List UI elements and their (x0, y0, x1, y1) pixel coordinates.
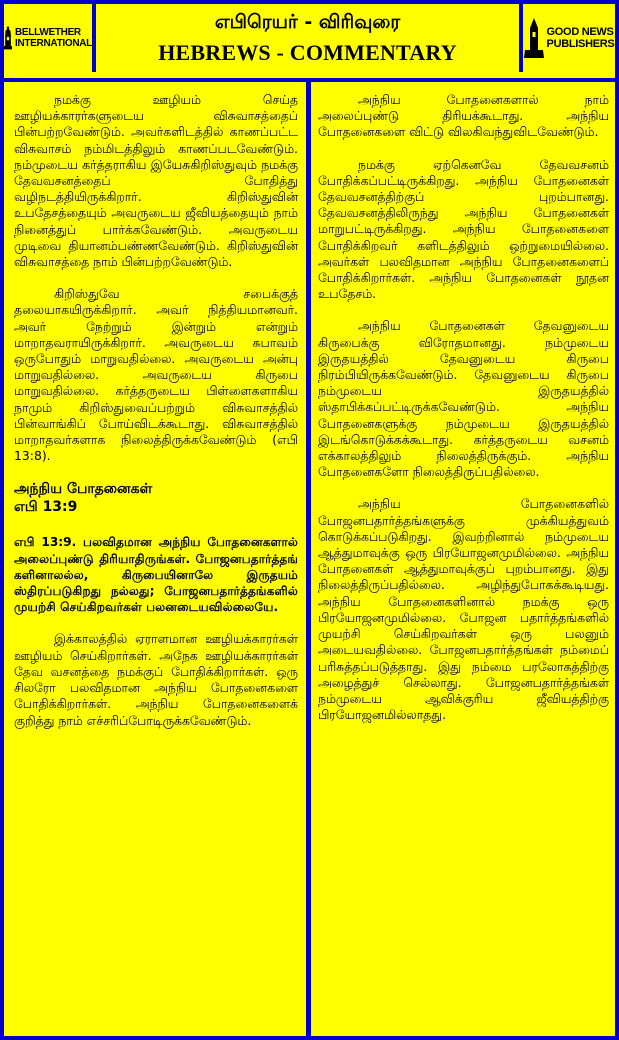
tower-icon (524, 18, 544, 58)
logo-right-line1: GOOD NEWS (546, 26, 614, 38)
right-column (318, 92, 609, 739)
page-title-tamil: எபிரெயர் - விரிவுரை (214, 10, 401, 33)
logo-right-line2: PUBLISHERS (546, 38, 615, 50)
paragraph: அந்நிய போதனைகளால் நாம் அலைப்புண்டு திரியக்கூடாது. அந்நிய போதனைகளை விட்டு விலகிவந்துவிடவேண்டும். (318, 92, 609, 140)
section-heading-reference: எபி 13:9 (14, 499, 78, 516)
header (4, 4, 615, 76)
paragraph: நமக்கு ஊழியம் செய்த ஊழியக்காரர்களுடைய விசுவாசத்தைப் பின்பற்றவேண்டும். அவர்களிடத்தில் காணப்பட்ட விசுவாசம் நம்மிடத்திலும் காணப்படவேண்டும். நம்முடைய கர்த்தராகிய இயேசுகிறிஸ்துவும் நமக்கு தேவவசனத்தைப் போதித்து வழிநடத்தியிருக்கிறார். கிறிஸ்துவின் உபதேசத்தையும் அவருடைய ஜீவியத்தையும் நாம் நினைத்துப் பார்க்கவேண்டும். அவருடைய முடிவை தியானம்பண்ணவேண்டும். கிறிஸ்துவின் விசுவாசத்தை நாம் பின்பற்றவேண்டும். (14, 92, 298, 270)
section-heading (14, 480, 298, 516)
page-title-english: HEBREWS - COMMENTARY (158, 39, 457, 65)
logo-left-line1: BELLWETHER (14, 27, 81, 38)
bell-tower-icon (4, 18, 12, 58)
left-column (14, 92, 298, 745)
bellwether-logo (4, 4, 96, 72)
logo-left-line2: INTERNATIONAL (14, 38, 92, 49)
column-divider (306, 82, 311, 1036)
paragraph: அந்நிய போதனைகளில் போஜனபதார்த்தங்களுக்கு முக்கியத்துவம் கொடுக்கப்படுகிறது. இவற்றினால் நம்முடைய ஆத்துமாவுக்கு ஒரு பிரயோஜனமுமில்லை. அந்நிய போதனைகள் ஆத்துமாவுக்குப் புறம்பானது. இது நிலைத்திருப்பதில்லை. அழிந்துபோகக்கூடியது. அந்நிய போதனைகளினால் நமக்கு ஒரு பிரயோஜனமுமில்லை. போஜன பதார்த்தங்களில் முயற்சி செய்கிறவர்கள் ஒரு பலனும் அடையவதில்லை. போஜனபதார்த்தங்கள் நம்மைப் பரிசுத்தப்படுத்தாது. இது நம்மை பரலோகத்திற்கு அழைத்துச் செல்லாது. போஜனபதார்த்தங்கள் நம்முடைய ஆவிக்குரிய ஜீவியத்திற்கு பிரயோஜனமில்லாதது. (318, 496, 609, 723)
paragraph: நமக்கு ஏற்கெனவே தேவவசனம் போதிக்கப்பட்டிருக்கிறது. அந்நிய போதனைகள் தேவவசனத்திற்குப் புறம்பானது. தேவவசனத்திலிருந்து அந்நிய போதனைகள் மாறுபட்டிருக்கிறது. அந்நிய போதனைகளை போதிக்கிறவர் களிடத்திலும் ஒற்றுமையில்லை. அவர்கள் பலவிதமான அந்நிய போதனைகளைப் போதிக்கிறார்கள். அந்நிய போதனைகள் நூதன உபதேசம். (318, 156, 609, 302)
paragraph: கிறிஸ்துவே சபைக்குத் தலையாகயிருக்கிறார். அவர் நித்தியமானவர். அவர் நேற்றும் இன்றும் என்றும் மாறாதவராயிருக்கிறார். அவருடைய சுபாவம் ஒருபோதும் மாறுவதில்லை. அவருடைய அன்பு மாறுவதில்லை. அவருடைய கிருபை மாறுவதில்லை. கர்த்தருடைய பிள்ளைகளாகிய நாமும் கிறிஸ்துவைப்பற்றும் விசுவாசத்தில் பின்வாங்கிப் போய்விடக்கூடாது. விசுவாசத்தில் மாறாதவர்களாக நிலைத்திருக்கவேண்டும் (எபி 13:8). (14, 286, 298, 464)
scripture-verse: எபி 13:9. பலவிதமான அந்நிய போதனைகளால் அலைப்புண்டு திரியாதிருங்கள். போஜனபதார்த்தங் களினாலல்ல, கிருபையினாலே இருதயம் ஸ்திரப்படுகிறது நல்லது; போஜனபதார்த்தங்களில் முயற்சி செய்கிறவர்கள் பலனடையவில்லையே. (14, 535, 298, 615)
good-news-logo (519, 4, 615, 72)
title-box (96, 4, 519, 76)
section-heading-title: அந்நிய போதனைகள் (14, 481, 153, 498)
paragraph: அந்நிய போதனைகள் தேவனுடைய கிருபைக்கு விரோதமானது. நம்முடைய இருதயத்தில் தேவனுடைய கிருபை நிரம்பியிருக்கவேண்டும். தேவனுடைய கிருபை நம்முடைய இருதயத்தில் ஸ்தாபிக்கப்பட்டிருக்கவேண்டும். அந்நிய போதனைகளுக்கு நம்முடைய இருதயத்தில் இடங்கொடுக்கக்கூடாது. கர்த்தருடைய வசனம் எக்காலத்திலும் நிலைத்திருக்கும். அந்நிய போதனைகளோ நிலைத்திருப்பதில்லை. (318, 318, 609, 480)
paragraph: இக்காலத்தில் ஏராளமான ஊழியக்காரர்கள் ஊழியம் செய்கிறார்கள். அநேக ஊழியக்காரர்கள் தேவ வசனத்தை நமக்குப் போதிக்கிறார்கள். ஒரு சிலரோ பலவிதமான அந்நிய போதனைகளை போதிக்கிறார்கள். அந்நிய போதனைகளைக் குறித்து நாம் எச்சரிப்போடிருக்கவேண்டும். (14, 631, 298, 728)
